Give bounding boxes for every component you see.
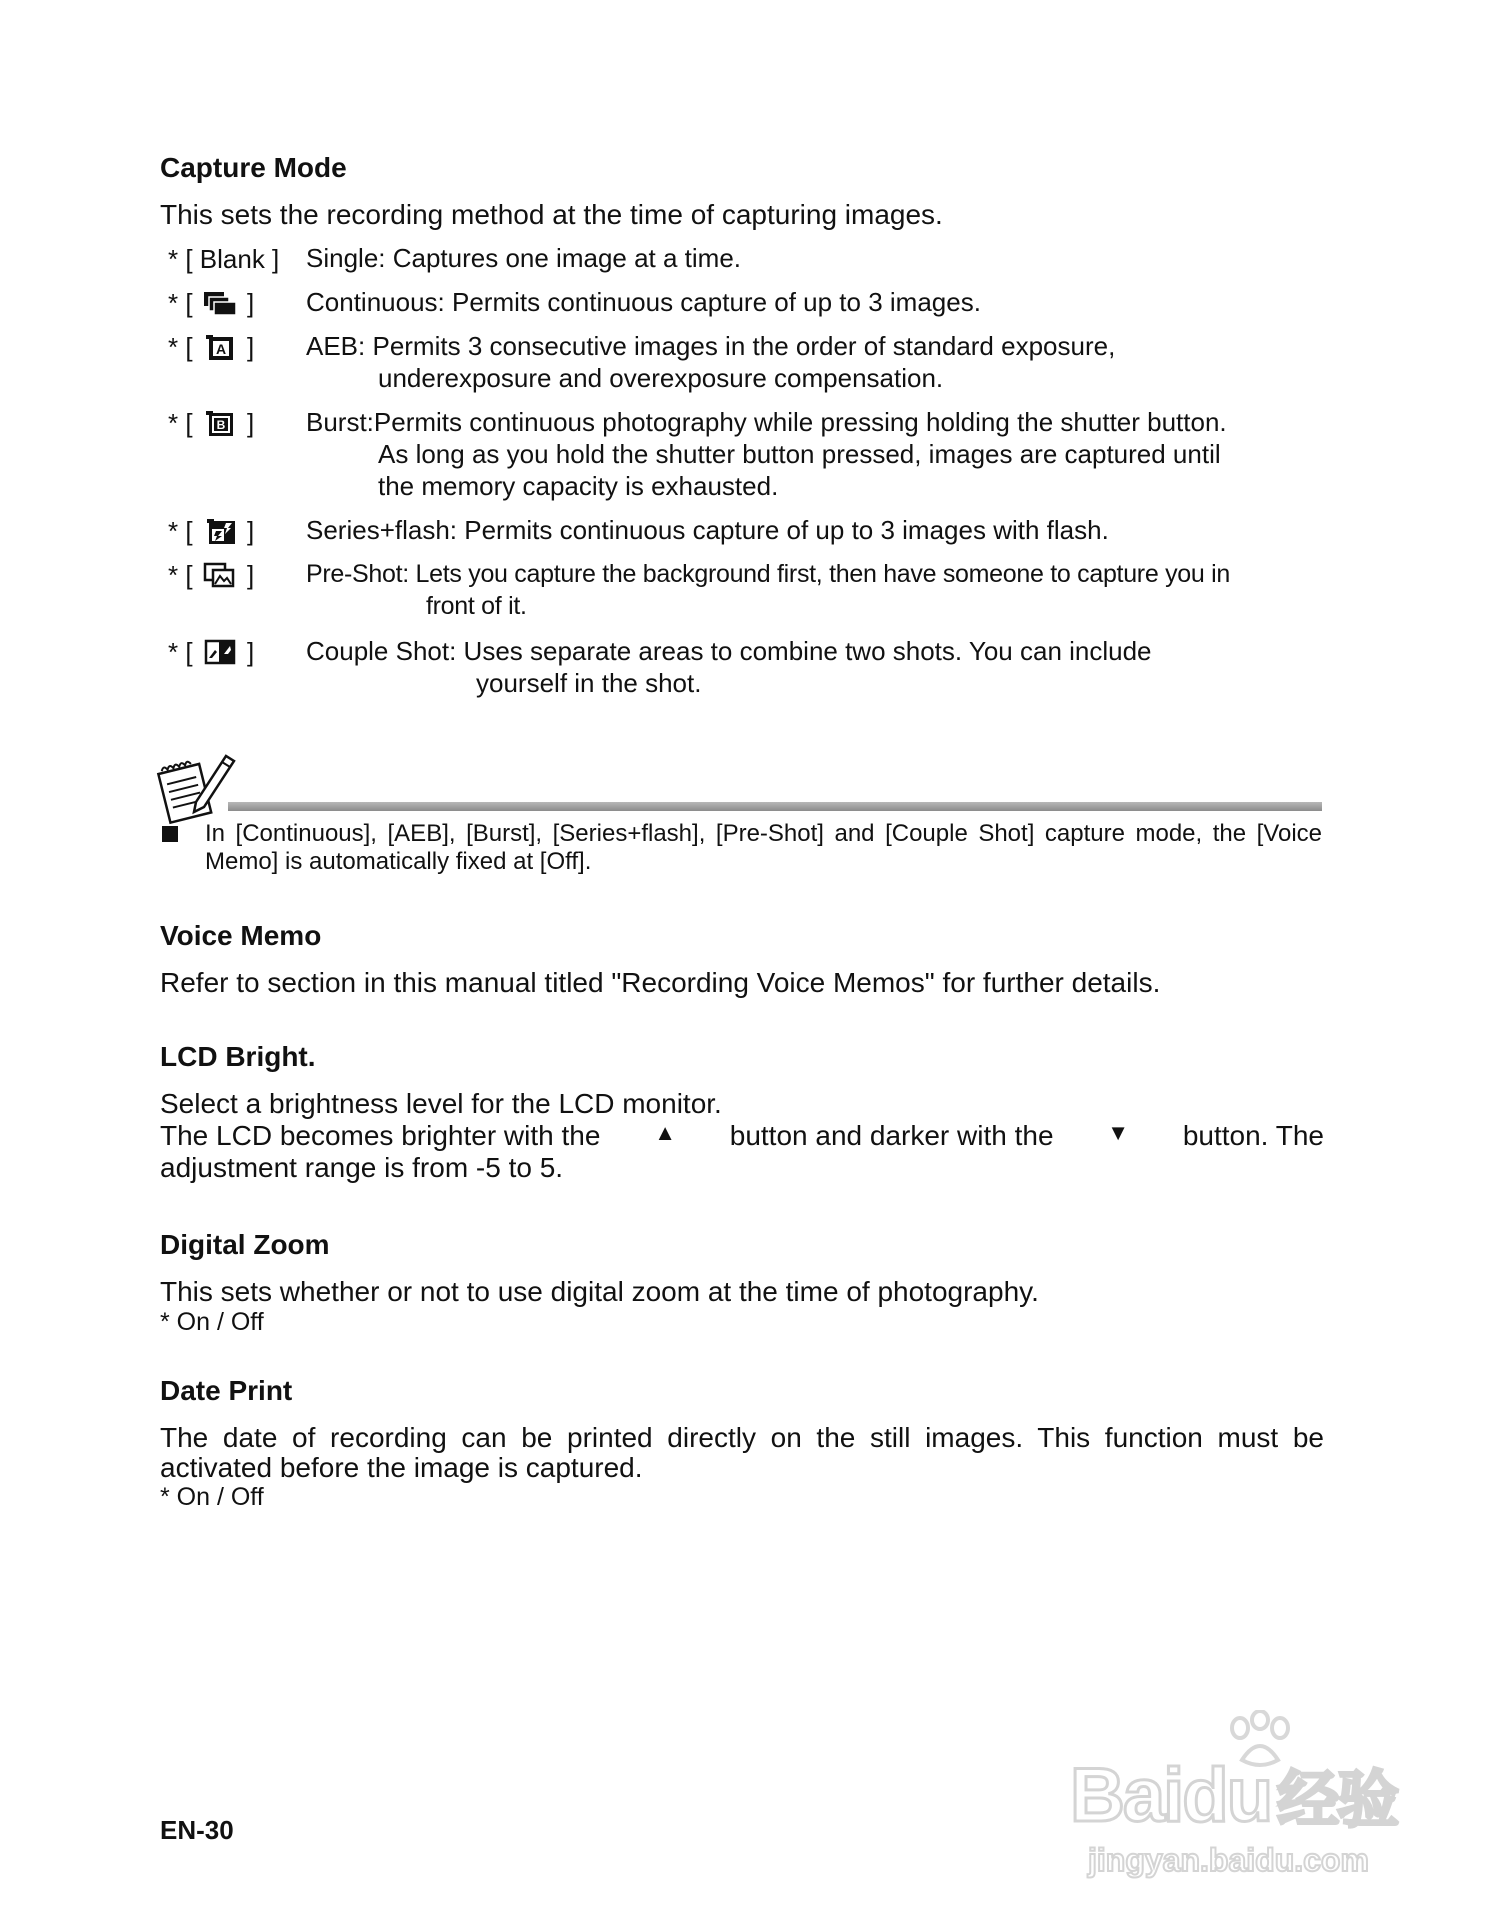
mode-aeb-desc: AEB: Permits 3 consecutive images in the order of standard exposure, [306,331,1116,361]
mode-prefix-aeb [168,332,254,363]
bracket-close: ] [247,332,255,362]
mode-couple-shot-desc: Couple Shot: Uses separate areas to combine two shots. You can include [306,636,1152,666]
notepad-pencil-icon [156,750,236,826]
note-bullet [162,826,178,842]
mode-burst-text [306,406,1324,502]
lcd-line2-part1: The LCD becomes brighter with the [160,1120,601,1151]
voice-memo-text: Refer to section in this manual titled "Recording Voice Memos" for further details. [160,967,1161,998]
mode-series-flash-desc: Series+flash: Permits continuous capture of up to 3 images with flash. [306,515,1109,545]
watermark-cn: 经验 [1277,1766,1398,1835]
page-number: EN-30 [160,1815,234,1845]
mode-couple-shot-text [306,635,1324,699]
digital-zoom-options: * On / Off [160,1308,264,1336]
bracket-open: * [ [168,332,193,362]
mode-pre-shot-text [306,558,1324,622]
mode-couple-shot-desc-cont: yourself in the shot. [476,668,702,698]
lcd-line2-part3: button. The [1182,1120,1324,1151]
bracket-open: * [ [168,516,193,546]
mode-prefix-series-flash [168,516,254,547]
lcd-bright-line1: Select a brightness level for the LCD monitor. [160,1088,722,1119]
bracket-close: ] [247,637,255,667]
svg-text:A: A [215,341,226,357]
mode-single-desc: Single: Captures one image at a time. [306,243,742,273]
baidu-watermark [1070,1710,1430,1880]
lcd-bright-line2 [160,1120,1324,1152]
mode-continuous-text [306,286,1324,318]
series-flash-icon [200,517,240,545]
continuous-icon [200,289,240,317]
mode-continuous-desc: Continuous: Permits continuous capture of up to 3 images. [306,287,981,317]
date-print-options: * On / Off [160,1483,264,1511]
mode-prefix-continuous [168,288,254,319]
bracket-open: * [ [168,288,193,318]
digital-zoom-text: This sets whether or not to use digital zoom at the time of photography. [160,1276,1039,1307]
bracket-open: * [ [168,408,193,438]
digital-zoom-title: Digital Zoom [160,1229,330,1260]
note-text: In [Continuous], [AEB], [Burst], [Series+flash], [Pre-Shot] and [Couple Shot] capture mode, the [Voice Memo] is automatically fixed at [Off]. [205,820,1322,875]
mode-prefix-pre-shot [168,560,254,591]
voice-memo-title: Voice Memo [160,920,322,951]
mode-pre-shot-desc: Pre-Shot: Lets you capture the background first, then have someone to capture you in [306,560,1230,588]
down-arrow-icon: ▼ [1107,1120,1130,1145]
lcd-bright-title: LCD Bright. [160,1041,316,1072]
mode-aeb-desc-cont: underexposure and overexposure compensation. [378,363,944,393]
date-print-line2: activated before the image is captured. [160,1452,643,1483]
capture-mode-title: Capture Mode [160,152,347,183]
mode-aeb-text [306,330,1324,394]
lcd-bright-line3: adjustment range is from -5 to 5. [160,1152,564,1183]
mode-burst-desc-cont: As long as you hold the shutter button pressed, images are captured until [378,439,1221,469]
lcd-line2-part2: button and darker with the [729,1120,1054,1151]
note-divider [228,802,1322,811]
bracket-open: * [ [168,560,193,590]
up-arrow-icon: ▲ [654,1120,676,1145]
mode-prefix-blank: * [ Blank ] [168,244,280,274]
bracket-close: ] [247,288,255,318]
mode-single-text [306,242,1324,274]
date-print-title: Date Print [160,1375,293,1406]
mode-pre-shot-desc-cont: front of it. [426,592,527,620]
capture-mode-lead: This sets the recording method at the time of capturing images. [160,199,943,230]
couple-shot-icon [200,638,240,666]
burst-icon [200,409,240,437]
mode-series-flash-text [306,514,1324,546]
watermark-url: jingyan.baidu.com [1088,1842,1369,1878]
date-print-line1: The date of recording can be printed directly on the still images. This function must be [160,1422,1324,1453]
bracket-close: ] [247,560,255,590]
bracket-open: * [ [168,637,193,667]
mode-burst-desc-cont2: the memory capacity is exhausted. [378,471,779,501]
aeb-icon [200,333,240,361]
bracket-close: ] [247,516,255,546]
svg-text:B: B [216,418,226,432]
pre-shot-icon [200,561,240,589]
bracket-close: ] [247,408,255,438]
mode-prefix-couple-shot [168,637,254,668]
mode-prefix-burst [168,408,254,439]
mode-burst-desc: Burst:Permits continuous photography while pressing holding the shutter button. [306,407,1227,437]
watermark-brand: Baidu [1070,1753,1272,1838]
